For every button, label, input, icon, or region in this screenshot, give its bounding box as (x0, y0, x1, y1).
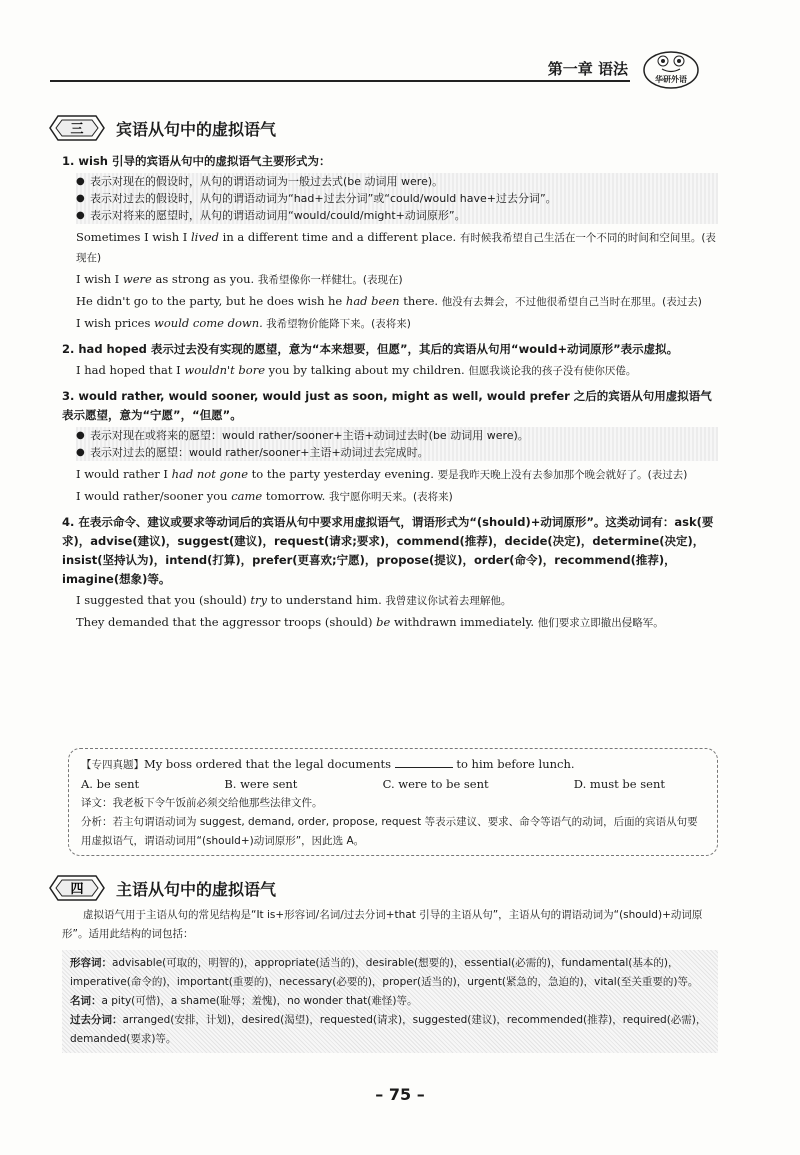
page-header (50, 50, 740, 90)
section-3-heading (48, 114, 276, 142)
choice-d: D. must be sent (573, 777, 665, 791)
noun-list: 名词：a pity(可惜)，a shame(耻辱；羞愧)，no wonder that(难怪)等。 (70, 995, 418, 1007)
section-4-intro: 虚拟语气用于主语从句的常见结构是“It is+形容词/名词/过去分词+that 引导的主语从句”，主语从句的谓语动词为“(should)+动词原形”。适用此结构的词包括： (62, 909, 703, 940)
exam-translation: 译文：我老板下令午饭前必须交给他那些法律文件。 (81, 797, 323, 809)
page-number: – 75 – (375, 1085, 425, 1104)
example: He didn't go to the party, but he does wish he had been there. 他没有去舞会，不过他很希望自己当时在那里。(表过去) (76, 294, 702, 308)
example: I would rather I had not gone to the party yesterday evening. 要是我昨天晚上没有去参加那个晚会就好了。(表过去) (76, 467, 688, 481)
exam-question: 【专四真题】My boss ordered that the legal documents to him before lunch. (81, 757, 575, 771)
svg-text:四: 四 (70, 882, 84, 897)
item-3-bullets (76, 427, 718, 461)
example: I wish prices would come down. 我希望物价能降下来。(表将来) (76, 316, 411, 330)
svg-text:三: 三 (70, 122, 84, 137)
logo-text: 华研外语 (655, 75, 687, 84)
choice-a: A. be sent (81, 777, 140, 791)
bullet: ● 表示对将来的愿望时，从句的谓语动词用“would/could/might+动词原形”。 (76, 207, 718, 224)
exam-choices (81, 775, 705, 794)
item-2-head: 2. had hoped 表示过去没有实现的愿望，意为“本来想要，但愿”，其后的宾语从句用“would+动词原形”表示虚拟。 (62, 342, 679, 356)
choice-c: C. were to be sent (382, 777, 489, 791)
header-rule (50, 80, 630, 82)
exam-analysis: 分析：若主句谓语动词为 suggest, demand, order, propose, request 等表示建议、要求、命令等语气的动词，后面的宾语从句要用虚拟语气，谓语动词用“(should+)动词原形”，因此选 A。 (81, 816, 698, 847)
section-4-title: 主语从句中的虚拟语气 (116, 879, 277, 899)
bullet: ● 表示对过去的愿望：would rather/sooner+主语+动词过去完成时。 (76, 444, 718, 461)
chapter-title: 第一章 语法 (547, 60, 628, 78)
example: I wish I were as strong as you. 我希望像你一样健壮。(表现在) (76, 272, 403, 286)
past-participle-list: 过去分词：arranged(安排，计划)，desired(渴望)，requested(请求)，suggested(建议)，recommended(推荐)，required(必需)，demanded(要求)等。 (70, 1014, 707, 1045)
bullet: ● 表示对过去的假设时，从句的谓语动词为“had+过去分词”或“could/would have+过去分词”。 (76, 190, 718, 207)
section-badge-icon (48, 874, 106, 902)
item-3-head: 3. would rather, would sooner, would just as soon, might as well, would prefer 之后的宾语从句用虚拟语气表示愿望，意为“宁愿”，“但愿”。 (62, 389, 712, 422)
item-4-head: 4. 在表示命令、建议或要求等动词后的宾语从句中要求用虚拟语气，谓语形式为“(should)+动词原形”。这类动词有：ask(要求)，advise(建议)，suggest(建议)，request(请求;要求)，commend(推荐)，decide(决定)，determine(决定)，insist(坚持认为)，intend(打算)，prefer(更喜欢;宁愿)，propose(提议)，order(命令)，recommend(推荐)，imagine(想象)等。 (62, 515, 714, 586)
adjective-list: 形容词：advisable(可取的，明智的)，appropriate(适当的)，desirable(想要的)，essential(必需的)，fundamental(基本的)，imperative(命令的)，important(重要的)，necessary(必要的)，proper(适当的)，urgent(紧急的，急迫的)，vital(至关重要的)等。 (70, 957, 699, 988)
example: I would rather/sooner you came tomorrow. 我宁愿你明天来。(表将来) (76, 489, 453, 503)
word-list (62, 950, 718, 1053)
item-1-bullets (76, 173, 718, 224)
section-badge-icon (48, 114, 106, 142)
section-3-body (62, 152, 718, 633)
section-3-title: 宾语从句中的虚拟语气 (116, 119, 277, 139)
example: I suggested that you (should) try to understand him. 我曾建议你试着去理解他。 (76, 593, 512, 607)
answer-blank (395, 755, 453, 768)
item-1-head: 1. wish 引导的宾语从句中的虚拟语气主要形式为： (62, 154, 331, 168)
section-4-heading (48, 874, 276, 902)
example: I had hoped that I wouldn't bore you by talking about my children. 但愿我谈论我的孩子没有使你厌倦。 (76, 363, 637, 377)
section-4-body (62, 906, 718, 1053)
exam-question-box (68, 748, 718, 856)
bullet: ● 表示对现在或将来的愿望：would rather/sooner+主语+动词过去时(be 动词用 were)。 (76, 427, 718, 444)
choice-b: B. were sent (224, 777, 298, 791)
bullet: ● 表示对现在的假设时，从句的谓语动词为一般过去式(be 动词用 were)。 (76, 173, 718, 190)
example: Sometimes I wish I lived in a different time and a different place. 有时候我希望自己生活在一个不同的时间和空间里。(表现在) (76, 230, 716, 264)
example: They demanded that the aggressor troops (should) be withdrawn immediately. 他们要求立即撤出侵略军。 (76, 615, 664, 629)
